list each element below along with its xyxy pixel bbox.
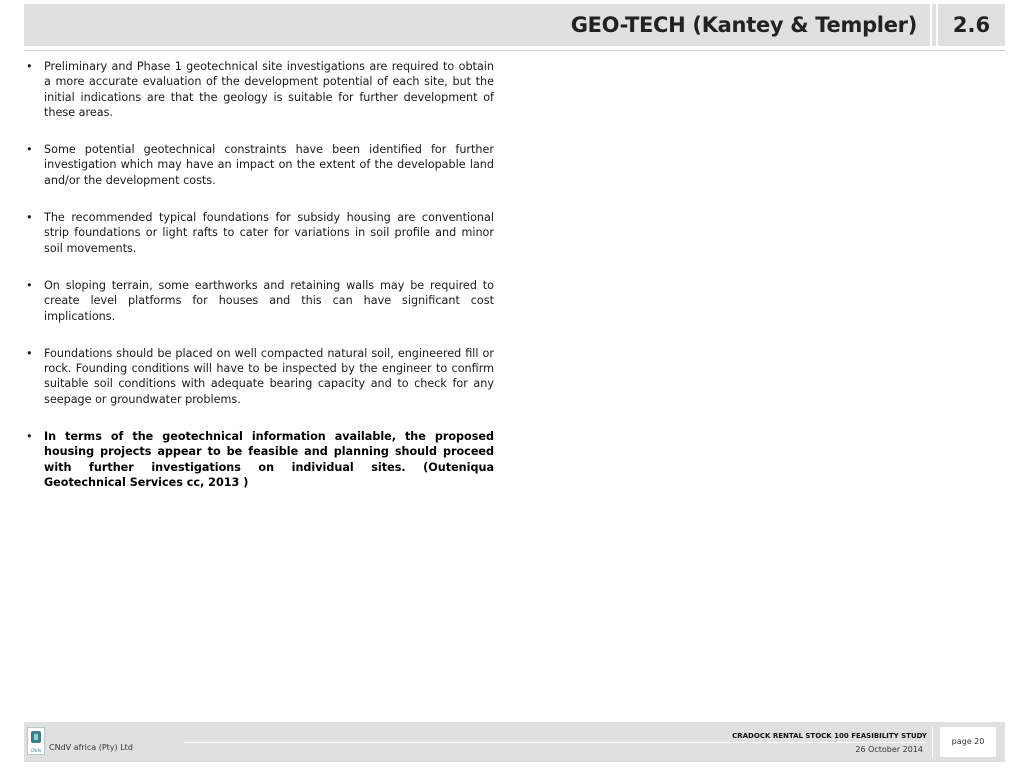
footer-separator xyxy=(932,727,933,757)
bullet-marker: • xyxy=(26,143,33,157)
page-number: page 20 xyxy=(940,727,996,757)
bullet-marker: • xyxy=(26,346,33,360)
bullet-item xyxy=(26,59,494,120)
document-date: 26 October 2014 xyxy=(855,745,923,754)
study-title: CRADOCK RENTAL STOCK 100 FEASIBILITY STUDY xyxy=(732,732,927,740)
footer-divider xyxy=(184,742,927,743)
bullet-text: Preliminary and Phase 1 geotechnical site investigations are required to obtain a more accurate evaluation of the development potential of each site, but the initial indications are that the geology is suitable for further development of these areas. xyxy=(44,60,494,119)
bullet-item xyxy=(26,346,494,407)
bullet-item xyxy=(26,210,494,256)
bullet-text: On sloping terrain, some earthworks and retaining walls may be required to create level platforms for houses and this can have significant cost implications. xyxy=(44,278,494,323)
header-rule xyxy=(24,50,1005,51)
bullet-item-conclusion xyxy=(26,429,494,490)
bullet-text: Foundations should be placed on well compacted natural soil, engineered fill or rock. Founding conditions will have to be inspected by the engineer to confirm suitable soil conditions with adequate bearing capacity and to check for any seepage or groundwater problems. xyxy=(44,346,494,406)
slide-footer xyxy=(24,722,1005,762)
company-logo xyxy=(27,727,45,755)
slide-title: GEO-TECH (Kantey & Templer) xyxy=(570,13,917,37)
bullet-item xyxy=(26,142,494,188)
logo-text: CNdV xyxy=(30,748,42,753)
bullet-item xyxy=(26,278,494,324)
header-divider xyxy=(930,4,932,46)
bullet-marker: • xyxy=(26,60,33,73)
slide-header xyxy=(24,4,1005,46)
company-name: CNdV africa (Pty) Ltd xyxy=(49,743,133,752)
section-number: 2.6 xyxy=(952,13,991,37)
bullet-marker: • xyxy=(26,430,33,444)
bullet-list xyxy=(26,59,494,512)
bullet-marker: • xyxy=(26,278,33,292)
bullet-text: Some potential geotechnical constraints have been identified for further investigation which may have an impact on the extent of the developable land and/or the development costs. xyxy=(44,143,494,187)
logo-mark-inner-icon xyxy=(34,734,38,740)
bullet-marker: • xyxy=(26,211,33,225)
bullet-text: The recommended typical foundations for subsidy housing are conventional strip foundations or light rafts to cater for variations in soil profile and minor soil movements. xyxy=(44,211,494,255)
bullet-text: In terms of the geotechnical information available, the proposed housing projects appear to be feasible and planning should proceed with further investigations on individual sites. (Outeniqua Geotechnical Services cc, 2013 ) xyxy=(44,430,494,489)
